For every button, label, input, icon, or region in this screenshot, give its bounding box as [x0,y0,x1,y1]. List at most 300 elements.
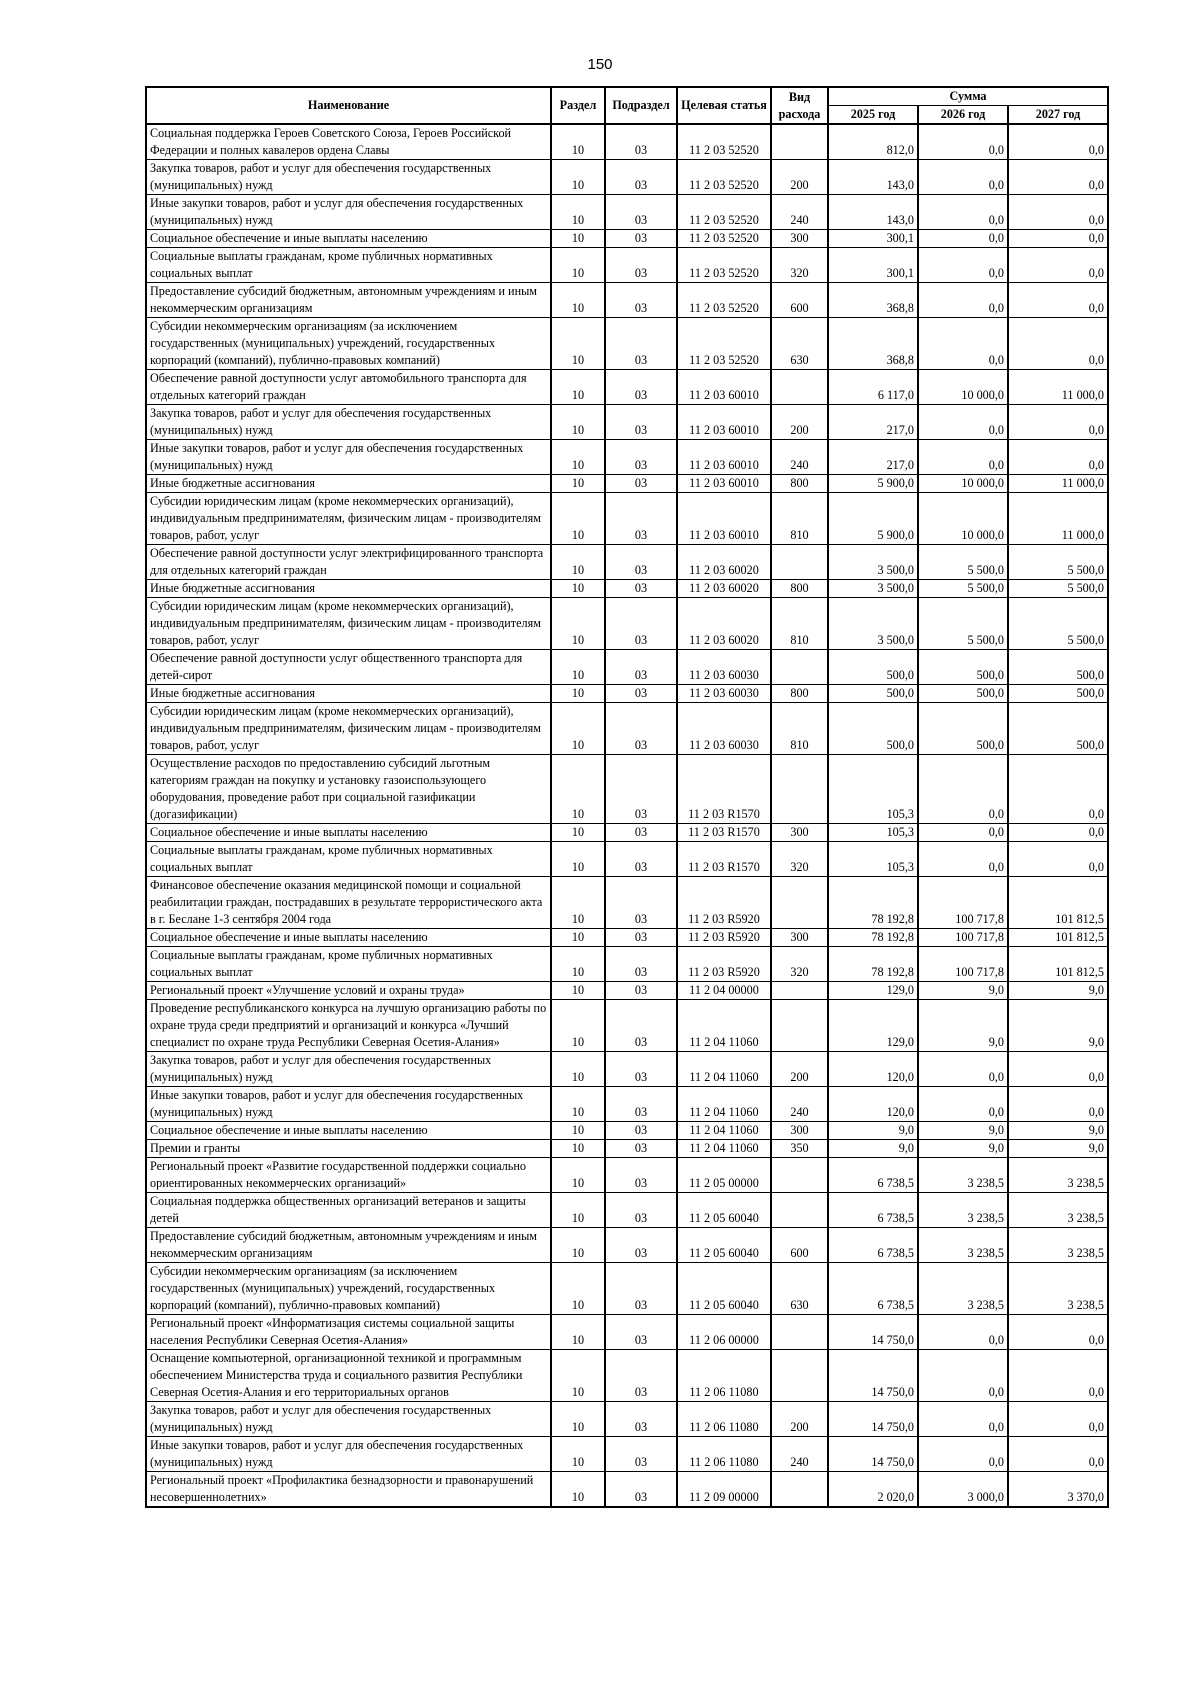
row-name: Региональный проект «Информатизация системы социальной защиты населения Республики Северная Осетия-Алания» [146,1315,551,1350]
row-sum-2026: 500,0 [918,703,1008,755]
row-expense-type: 320 [771,842,828,877]
row-sum-2025: 3 500,0 [828,545,918,580]
row-article: 11 2 04 00000 [677,982,771,1000]
row-expense-type [771,1472,828,1508]
row-expense-type: 300 [771,1122,828,1140]
row-subsection: 03 [605,755,677,824]
row-name: Региональный проект «Профилактика безнадзорности и правонарушений несовершеннолетних» [146,1472,551,1508]
row-article: 11 2 03 R1570 [677,842,771,877]
row-section: 10 [551,1158,605,1193]
row-sum-2026: 5 500,0 [918,598,1008,650]
row-article: 11 2 03 60020 [677,598,771,650]
row-expense-type [771,545,828,580]
row-sum-2026: 0,0 [918,230,1008,248]
table-row [146,755,1108,824]
row-sum-2025: 9,0 [828,1140,918,1158]
table-row [146,1228,1108,1263]
row-expense-type: 810 [771,493,828,545]
row-section: 10 [551,947,605,982]
row-name: Субсидии некоммерческим организациям (за исключением государственных (муниципальных) учреждений, государственных корпораций (компаний), публично-правовых компаний) [146,1263,551,1315]
row-subsection: 03 [605,1052,677,1087]
row-sum-2027: 9,0 [1008,1140,1108,1158]
row-name: Социальное обеспечение и иные выплаты населению [146,929,551,947]
table-row [146,545,1108,580]
table-row [146,1437,1108,1472]
row-sum-2027: 101 812,5 [1008,947,1108,982]
row-section: 10 [551,1228,605,1263]
row-sum-2026: 0,0 [918,755,1008,824]
row-section: 10 [551,248,605,283]
row-subsection: 03 [605,842,677,877]
row-name: Закупка товаров, работ и услуг для обеспечения государственных (муниципальных) нужд [146,405,551,440]
row-section: 10 [551,703,605,755]
table-row [146,947,1108,982]
row-sum-2027: 0,0 [1008,405,1108,440]
row-name: Субсидии юридическим лицам (кроме некоммерческих организаций), индивидуальным предпринимателям, физическим лицам - производителям товаров, работ, услуг [146,703,551,755]
row-sum-2026: 0,0 [918,824,1008,842]
row-article: 11 2 03 60010 [677,440,771,475]
budget-table [145,86,1109,1508]
row-subsection: 03 [605,1263,677,1315]
row-subsection: 03 [605,283,677,318]
row-sum-2026: 0,0 [918,1315,1008,1350]
row-section: 10 [551,283,605,318]
row-sum-2027: 0,0 [1008,230,1108,248]
row-expense-type: 810 [771,598,828,650]
row-name: Предоставление субсидий бюджетным, автономным учреждениям и иным некоммерческим организациям [146,1228,551,1263]
row-subsection: 03 [605,405,677,440]
row-name: Социальная поддержка общественных организаций ветеранов и защиты детей [146,1193,551,1228]
row-sum-2027: 500,0 [1008,650,1108,685]
row-sum-2026: 0,0 [918,124,1008,160]
row-section: 10 [551,842,605,877]
row-name: Оснащение компьютерной, организационной техникой и программным обеспечением Министерства труда и социального развития Республики Северная Осетия-Алания и его территориальных органов [146,1350,551,1402]
row-name: Социальное обеспечение и иные выплаты населению [146,1122,551,1140]
row-sum-2027: 500,0 [1008,685,1108,703]
row-sum-2027: 5 500,0 [1008,580,1108,598]
row-sum-2026: 0,0 [918,195,1008,230]
row-section: 10 [551,545,605,580]
row-section: 10 [551,824,605,842]
row-section: 10 [551,982,605,1000]
row-sum-2027: 9,0 [1008,1000,1108,1052]
row-section: 10 [551,685,605,703]
row-sum-2025: 300,1 [828,248,918,283]
row-name: Обеспечение равной доступности услуг общественного транспорта для детей-сирот [146,650,551,685]
row-sum-2025: 5 900,0 [828,475,918,493]
table-row [146,1193,1108,1228]
row-expense-type: 320 [771,947,828,982]
row-sum-2027: 11 000,0 [1008,493,1108,545]
row-sum-2025: 78 192,8 [828,929,918,947]
row-article: 11 2 05 60040 [677,1193,771,1228]
row-article: 11 2 05 60040 [677,1263,771,1315]
row-sum-2027: 0,0 [1008,1437,1108,1472]
row-subsection: 03 [605,370,677,405]
table-row [146,650,1108,685]
row-sum-2026: 9,0 [918,1000,1008,1052]
row-subsection: 03 [605,475,677,493]
row-article: 11 2 03 52520 [677,160,771,195]
row-sum-2027: 3 238,5 [1008,1263,1108,1315]
row-expense-type [771,370,828,405]
table-row [146,1350,1108,1402]
row-sum-2025: 105,3 [828,824,918,842]
row-sum-2026: 500,0 [918,650,1008,685]
row-sum-2026: 100 717,8 [918,877,1008,929]
row-sum-2027: 9,0 [1008,1122,1108,1140]
row-article: 11 2 05 60040 [677,1228,771,1263]
row-section: 10 [551,1263,605,1315]
row-name: Социальные выплаты гражданам, кроме публичных нормативных социальных выплат [146,248,551,283]
header-expense-type: Вид расхода [771,87,828,124]
row-sum-2025: 120,0 [828,1087,918,1122]
table-row [146,475,1108,493]
row-sum-2025: 217,0 [828,440,918,475]
row-section: 10 [551,475,605,493]
row-name: Обеспечение равной доступности услуг электрифицированного транспорта для отдельных категорий граждан [146,545,551,580]
row-subsection: 03 [605,1472,677,1508]
header-name: Наименование [146,87,551,124]
row-name: Иные закупки товаров, работ и услуг для обеспечения государственных (муниципальных) нужд [146,1437,551,1472]
row-sum-2025: 9,0 [828,1122,918,1140]
row-sum-2027: 11 000,0 [1008,475,1108,493]
row-section: 10 [551,493,605,545]
table-row [146,598,1108,650]
row-name: Социальные выплаты гражданам, кроме публичных нормативных социальных выплат [146,947,551,982]
row-name: Социальное обеспечение и иные выплаты населению [146,230,551,248]
row-sum-2027: 3 238,5 [1008,1228,1108,1263]
row-name: Региональный проект «Развитие государственной поддержки социально ориентированных некоммерческих организаций» [146,1158,551,1193]
row-expense-type: 350 [771,1140,828,1158]
table-row [146,877,1108,929]
row-subsection: 03 [605,1193,677,1228]
row-sum-2025: 500,0 [828,685,918,703]
row-subsection: 03 [605,580,677,598]
row-sum-2027: 0,0 [1008,248,1108,283]
row-section: 10 [551,598,605,650]
row-sum-2026: 9,0 [918,982,1008,1000]
row-expense-type: 300 [771,824,828,842]
header-target-article: Целевая статья [677,87,771,124]
row-sum-2026: 0,0 [918,248,1008,283]
table-row [146,1263,1108,1315]
row-sum-2027: 5 500,0 [1008,598,1108,650]
row-expense-type: 240 [771,440,828,475]
row-sum-2026: 3 000,0 [918,1472,1008,1508]
row-section: 10 [551,755,605,824]
row-name: Финансовое обеспечение оказания медицинской помощи и социальной реабилитации граждан, пострадавших в результате террористического акта в г. Беслане 1-3 сентября 2004 года [146,877,551,929]
row-subsection: 03 [605,1158,677,1193]
row-sum-2025: 14 750,0 [828,1402,918,1437]
row-sum-2025: 105,3 [828,842,918,877]
row-sum-2025: 14 750,0 [828,1350,918,1402]
row-section: 10 [551,318,605,370]
row-article: 11 2 04 11060 [677,1000,771,1052]
row-name: Региональный проект «Улучшение условий и охраны труда» [146,982,551,1000]
row-subsection: 03 [605,1140,677,1158]
row-article: 11 2 06 11080 [677,1437,771,1472]
row-article: 11 2 03 52520 [677,318,771,370]
row-sum-2027: 0,0 [1008,842,1108,877]
row-expense-type: 320 [771,248,828,283]
row-name: Иные закупки товаров, работ и услуг для обеспечения государственных (муниципальных) нужд [146,195,551,230]
table-row [146,1052,1108,1087]
row-sum-2025: 300,1 [828,230,918,248]
row-article: 11 2 03 60010 [677,405,771,440]
row-sum-2027: 0,0 [1008,1315,1108,1350]
row-subsection: 03 [605,929,677,947]
row-sum-2026: 0,0 [918,405,1008,440]
row-subsection: 03 [605,598,677,650]
row-sum-2025: 129,0 [828,1000,918,1052]
row-sum-2026: 0,0 [918,842,1008,877]
row-section: 10 [551,124,605,160]
row-expense-type [771,1000,828,1052]
table-row [146,283,1108,318]
row-article: 11 2 09 00000 [677,1472,771,1508]
row-article: 11 2 03 60030 [677,703,771,755]
header-subsection: Подраздел [605,87,677,124]
row-sum-2027: 0,0 [1008,1402,1108,1437]
row-article: 11 2 03 60030 [677,685,771,703]
row-sum-2027: 0,0 [1008,440,1108,475]
row-sum-2027: 0,0 [1008,824,1108,842]
row-sum-2027: 9,0 [1008,982,1108,1000]
table-row [146,195,1108,230]
row-article: 11 2 04 11060 [677,1052,771,1087]
table-row [146,1402,1108,1437]
row-subsection: 03 [605,1000,677,1052]
table-row [146,842,1108,877]
row-sum-2025: 812,0 [828,124,918,160]
row-expense-type [771,755,828,824]
row-name: Иные закупки товаров, работ и услуг для обеспечения государственных (муниципальных) нужд [146,1087,551,1122]
row-sum-2026: 0,0 [918,440,1008,475]
row-article: 11 2 06 11080 [677,1350,771,1402]
row-article: 11 2 03 R5920 [677,929,771,947]
table-row [146,230,1108,248]
row-article: 11 2 03 52520 [677,283,771,318]
row-sum-2025: 105,3 [828,755,918,824]
row-sum-2026: 100 717,8 [918,947,1008,982]
table-header [146,87,1108,124]
row-subsection: 03 [605,318,677,370]
row-name: Проведение республиканского конкурса на лучшую организацию работы по охране труда среди предприятий и организаций и конкурса «Лучший специалист по охране труда Республики Северная Осетия-Алания» [146,1000,551,1052]
row-name: Осуществление расходов по предоставлению субсидий льготным категориям граждан на покупку и установку газоиспользующего оборудования, проведение работ при социальной газификации (догазификации) [146,755,551,824]
row-sum-2026: 5 500,0 [918,545,1008,580]
row-sum-2026: 500,0 [918,685,1008,703]
row-sum-2025: 6 738,5 [828,1193,918,1228]
table-row [146,685,1108,703]
header-section: Раздел [551,87,605,124]
table-row [146,440,1108,475]
row-expense-type [771,124,828,160]
row-sum-2027: 0,0 [1008,1350,1108,1402]
row-sum-2025: 500,0 [828,650,918,685]
row-sum-2027: 0,0 [1008,160,1108,195]
row-expense-type [771,1350,828,1402]
row-sum-2026: 0,0 [918,283,1008,318]
row-sum-2027: 101 812,5 [1008,877,1108,929]
row-expense-type: 240 [771,195,828,230]
row-sum-2027: 11 000,0 [1008,370,1108,405]
row-name: Предоставление субсидий бюджетным, автономным учреждениям и иным некоммерческим организациям [146,283,551,318]
table-row [146,1000,1108,1052]
row-sum-2026: 3 238,5 [918,1263,1008,1315]
row-subsection: 03 [605,1437,677,1472]
row-article: 11 2 03 R1570 [677,824,771,842]
table-row [146,824,1108,842]
row-name: Иные бюджетные ассигнования [146,475,551,493]
row-expense-type: 200 [771,160,828,195]
row-sum-2026: 3 238,5 [918,1158,1008,1193]
row-sum-2027: 0,0 [1008,318,1108,370]
table-row [146,124,1108,160]
header-2026: 2026 год [918,106,1008,125]
row-subsection: 03 [605,160,677,195]
row-name: Закупка товаров, работ и услуг для обеспечения государственных (муниципальных) нужд [146,160,551,195]
row-article: 11 2 05 00000 [677,1158,771,1193]
row-sum-2026: 3 238,5 [918,1228,1008,1263]
row-section: 10 [551,230,605,248]
row-subsection: 03 [605,1402,677,1437]
row-subsection: 03 [605,685,677,703]
row-name: Иные бюджетные ассигнования [146,580,551,598]
row-name: Субсидии юридическим лицам (кроме некоммерческих организаций), индивидуальным предпринимателям, физическим лицам - производителям товаров, работ, услуг [146,598,551,650]
row-subsection: 03 [605,493,677,545]
row-sum-2025: 14 750,0 [828,1437,918,1472]
row-subsection: 03 [605,982,677,1000]
row-expense-type: 800 [771,475,828,493]
row-sum-2027: 3 238,5 [1008,1193,1108,1228]
row-expense-type: 600 [771,283,828,318]
row-sum-2026: 10 000,0 [918,475,1008,493]
row-subsection: 03 [605,1087,677,1122]
row-sum-2026: 0,0 [918,1052,1008,1087]
row-section: 10 [551,929,605,947]
row-sum-2025: 78 192,8 [828,947,918,982]
row-sum-2025: 6 117,0 [828,370,918,405]
row-subsection: 03 [605,703,677,755]
table-row [146,493,1108,545]
row-sum-2025: 368,8 [828,283,918,318]
row-sum-2025: 143,0 [828,160,918,195]
row-article: 11 2 04 11060 [677,1087,771,1122]
row-expense-type [771,1158,828,1193]
row-subsection: 03 [605,1228,677,1263]
table-row [146,703,1108,755]
row-sum-2026: 0,0 [918,1350,1008,1402]
row-section: 10 [551,1140,605,1158]
row-sum-2025: 2 020,0 [828,1472,918,1508]
row-sum-2027: 0,0 [1008,1087,1108,1122]
row-sum-2026: 0,0 [918,1437,1008,1472]
row-sum-2026: 3 238,5 [918,1193,1008,1228]
row-subsection: 03 [605,248,677,283]
row-section: 10 [551,877,605,929]
row-expense-type: 630 [771,318,828,370]
row-expense-type: 630 [771,1263,828,1315]
table-row [146,1122,1108,1140]
row-section: 10 [551,160,605,195]
row-sum-2026: 5 500,0 [918,580,1008,598]
row-name: Обеспечение равной доступности услуг автомобильного транспорта для отдельных категорий граждан [146,370,551,405]
row-sum-2027: 0,0 [1008,195,1108,230]
row-article: 11 2 03 R5920 [677,877,771,929]
row-sum-2027: 0,0 [1008,755,1108,824]
header-sum: Сумма [828,87,1108,106]
row-subsection: 03 [605,195,677,230]
row-sum-2027: 0,0 [1008,124,1108,160]
row-name: Закупка товаров, работ и услуг для обеспечения государственных (муниципальных) нужд [146,1402,551,1437]
row-expense-type: 200 [771,405,828,440]
row-article: 11 2 06 11080 [677,1402,771,1437]
table-row [146,1315,1108,1350]
row-sum-2025: 6 738,5 [828,1263,918,1315]
row-section: 10 [551,650,605,685]
table-row [146,1140,1108,1158]
row-sum-2025: 217,0 [828,405,918,440]
row-sum-2025: 129,0 [828,982,918,1000]
row-expense-type: 240 [771,1087,828,1122]
row-sum-2026: 9,0 [918,1140,1008,1158]
row-article: 11 2 04 11060 [677,1140,771,1158]
row-article: 11 2 03 52520 [677,248,771,283]
row-section: 10 [551,440,605,475]
row-sum-2027: 0,0 [1008,283,1108,318]
row-section: 10 [551,1087,605,1122]
row-expense-type [771,877,828,929]
row-name: Социальная поддержка Героев Советского Союза, Героев Российской Федерации и полных кавалеров ордена Славы [146,124,551,160]
row-section: 10 [551,195,605,230]
row-sum-2026: 100 717,8 [918,929,1008,947]
row-sum-2026: 0,0 [918,1087,1008,1122]
table-row [146,929,1108,947]
row-name: Иные бюджетные ассигнования [146,685,551,703]
row-article: 11 2 03 52520 [677,124,771,160]
row-sum-2025: 500,0 [828,703,918,755]
row-subsection: 03 [605,440,677,475]
header-2027: 2027 год [1008,106,1108,125]
row-section: 10 [551,1437,605,1472]
row-article: 11 2 03 60010 [677,475,771,493]
row-article: 11 2 06 00000 [677,1315,771,1350]
row-name: Закупка товаров, работ и услуг для обеспечения государственных (муниципальных) нужд [146,1052,551,1087]
row-section: 10 [551,1122,605,1140]
table-row [146,405,1108,440]
table-row [146,318,1108,370]
row-article: 11 2 03 60010 [677,370,771,405]
row-section: 10 [551,1402,605,1437]
row-sum-2026: 10 000,0 [918,370,1008,405]
row-sum-2027: 3 370,0 [1008,1472,1108,1508]
row-expense-type: 200 [771,1402,828,1437]
row-section: 10 [551,405,605,440]
table-row [146,580,1108,598]
header-2025: 2025 год [828,106,918,125]
table-row [146,248,1108,283]
row-section: 10 [551,1052,605,1087]
row-expense-type: 300 [771,230,828,248]
row-sum-2027: 3 238,5 [1008,1158,1108,1193]
row-article: 11 2 04 11060 [677,1122,771,1140]
row-subsection: 03 [605,545,677,580]
table-row [146,1158,1108,1193]
row-expense-type: 200 [771,1052,828,1087]
table-row [146,1087,1108,1122]
row-section: 10 [551,1350,605,1402]
